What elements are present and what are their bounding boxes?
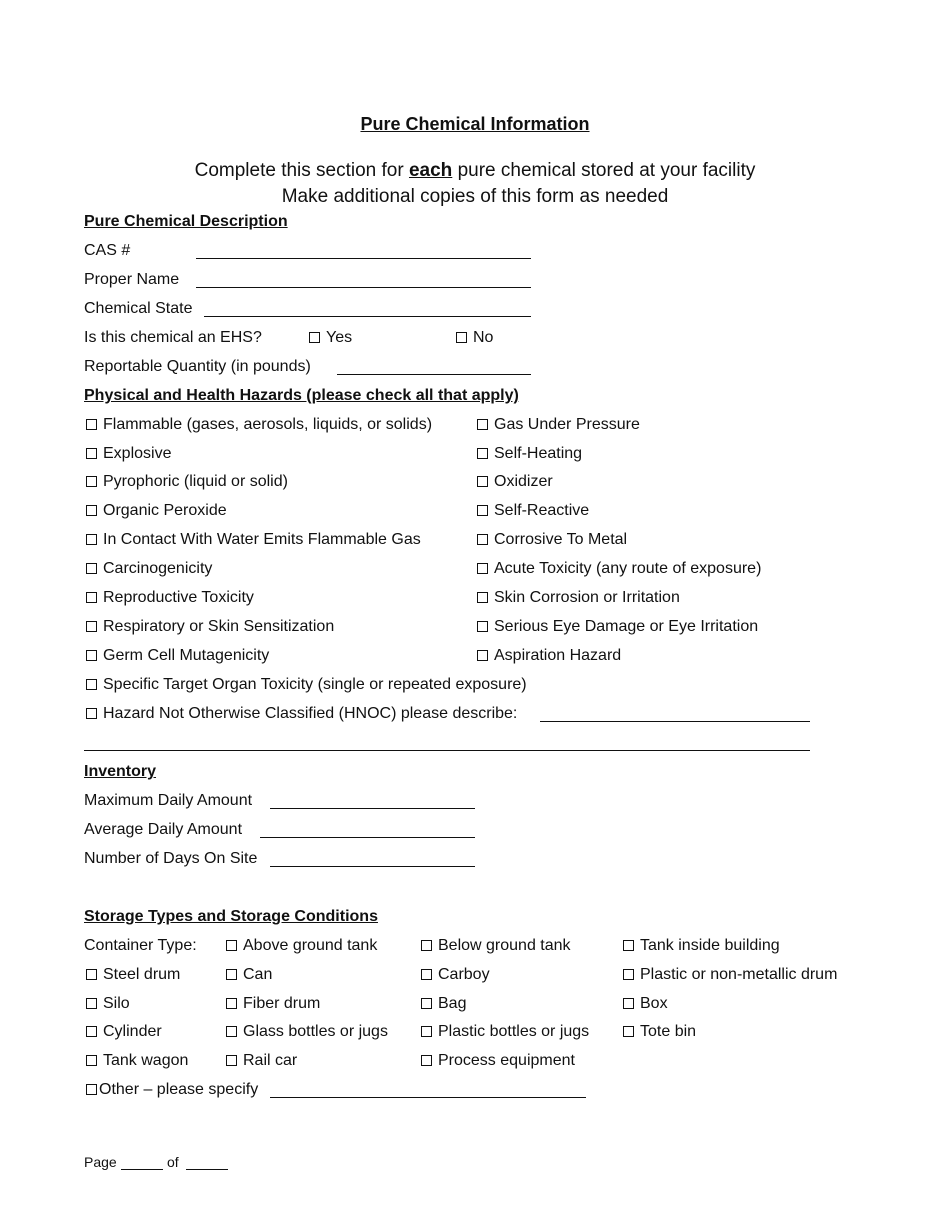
checkbox-box [86, 534, 97, 545]
hazard-checkbox[interactable] [477, 501, 589, 521]
hazard-label: In Contact With Water Emits Flammable Gas [103, 531, 421, 548]
checkbox-box [86, 419, 97, 430]
checkbox-box [477, 448, 488, 459]
chemical-state-label: Chemical State [84, 300, 193, 317]
container-checkbox[interactable] [86, 965, 180, 985]
proper-name-field[interactable] [196, 287, 531, 288]
container-label: Tote bin [640, 1023, 697, 1040]
days-on-site-field[interactable] [270, 866, 475, 867]
checkbox-box [623, 1026, 634, 1037]
container-label: Above ground tank [243, 937, 378, 954]
other-specify-field[interactable] [270, 1097, 586, 1098]
container-checkbox[interactable] [86, 994, 130, 1014]
storage-heading: Storage Types and Storage Conditions [84, 908, 378, 925]
ehs-yes-checkbox[interactable] [309, 328, 352, 348]
hnoc-describe-field[interactable] [540, 721, 810, 722]
container-checkbox[interactable] [421, 965, 490, 985]
hazard-checkbox[interactable] [477, 617, 758, 637]
hazard-label: Reproductive Toxicity [103, 589, 254, 606]
avg-daily-field[interactable] [260, 837, 475, 838]
chemical-state-field[interactable] [204, 316, 531, 317]
checkbox-box [86, 448, 97, 459]
container-type-label: Container Type: [84, 937, 197, 954]
checkbox-box [421, 969, 432, 980]
container-label: Plastic bottles or jugs [438, 1023, 590, 1040]
checkbox-box [226, 969, 237, 980]
checkbox-box [86, 1026, 97, 1037]
container-label: Box [640, 995, 668, 1012]
container-checkbox[interactable] [623, 965, 837, 985]
container-checkbox[interactable] [226, 1051, 297, 1071]
hazard-checkbox[interactable] [86, 559, 212, 579]
container-label: Other – please specify [99, 1081, 259, 1098]
container-label: Steel drum [103, 966, 181, 983]
checkbox-box [421, 1055, 432, 1066]
page-title: Pure Chemical Information [360, 114, 590, 134]
inventory-heading: Inventory [84, 763, 157, 780]
checkbox-box [421, 998, 432, 1009]
container-label: Below ground tank [438, 937, 571, 954]
hazard-label: Corrosive To Metal [494, 531, 628, 548]
rq-label: Reportable Quantity (in pounds) [84, 358, 311, 375]
checkbox-box [477, 419, 488, 430]
checkbox-box [86, 708, 97, 719]
checkbox-box [86, 650, 97, 661]
container-checkbox[interactable] [86, 1051, 188, 1071]
checkbox-box [86, 592, 97, 603]
ehs-yes-label: Yes [326, 329, 353, 346]
hazard-label: Hazard Not Otherwise Classified (HNOC) please describe: [103, 705, 518, 722]
container-checkbox[interactable] [421, 1051, 575, 1071]
container-label: Tank inside building [640, 937, 780, 954]
hazard-label: Serious Eye Damage or Eye Irritation [494, 618, 759, 635]
checkbox-box [226, 1055, 237, 1066]
hazard-checkbox[interactable] [477, 646, 621, 666]
checkbox-box [86, 476, 97, 487]
container-label: Glass bottles or jugs [243, 1023, 388, 1040]
cas-field[interactable] [196, 258, 531, 259]
cas-label: CAS # [84, 242, 131, 259]
hazard-checkbox-hnoc[interactable] [86, 704, 517, 724]
checkbox-box [477, 505, 488, 516]
container-checkbox[interactable] [623, 1022, 696, 1042]
hazard-label: Respiratory or Skin Sensitization [103, 618, 335, 635]
container-label: Silo [103, 995, 130, 1012]
max-daily-label: Maximum Daily Amount [84, 792, 253, 809]
max-daily-field[interactable] [270, 808, 475, 809]
hazard-label: Aspiration Hazard [494, 647, 622, 664]
checkbox-box [477, 534, 488, 545]
hazard-label: Self-Reactive [494, 502, 590, 519]
hazard-checkbox[interactable] [86, 646, 269, 666]
container-label: Rail car [243, 1052, 298, 1069]
checkbox-box [623, 969, 634, 980]
checkbox-box [421, 1026, 432, 1037]
checkbox-box [477, 476, 488, 487]
of-label: of [167, 1154, 179, 1170]
ehs-question: Is this chemical an EHS? [84, 329, 262, 346]
container-checkbox[interactable] [226, 936, 377, 956]
container-checkbox[interactable] [421, 1022, 589, 1042]
page-label: Page [84, 1154, 117, 1170]
container-checkbox[interactable] [421, 994, 466, 1014]
ehs-no-checkbox[interactable] [456, 328, 493, 348]
checkbox-box [226, 940, 237, 951]
hazard-label: Pyrophoric (liquid or solid) [103, 473, 288, 490]
hazard-label: Flammable (gases, aerosols, liquids, or solids) [103, 416, 433, 433]
hazard-label: Specific Target Organ Toxicity (single or repeated exposure) [103, 676, 527, 693]
container-other-checkbox[interactable] [86, 1080, 258, 1100]
container-checkbox[interactable] [421, 936, 571, 956]
avg-daily-label: Average Daily Amount [84, 821, 243, 838]
container-checkbox[interactable] [86, 1022, 162, 1042]
hazard-label: Germ Cell Mutagenicity [103, 647, 270, 664]
hazards-heading: Physical and Health Hazards (please check all that apply) [84, 387, 519, 404]
hazard-checkbox[interactable] [86, 530, 421, 550]
checkbox-box [477, 592, 488, 603]
checkbox-box [309, 332, 320, 343]
container-checkbox[interactable] [226, 965, 272, 985]
checkbox-box [623, 998, 634, 1009]
ehs-no-label: No [473, 329, 494, 346]
checkbox-box [421, 940, 432, 951]
checkbox-box [86, 969, 97, 980]
checkbox-box [456, 332, 467, 343]
hazard-checkbox[interactable] [477, 559, 761, 579]
checkbox-box [86, 621, 97, 632]
instruction-line-2: Make additional copies of this form as needed [281, 186, 669, 207]
proper-name-label: Proper Name [84, 271, 180, 288]
rq-field[interactable] [337, 374, 531, 375]
hazard-label: Skin Corrosion or Irritation [494, 589, 680, 606]
hazard-label: Oxidizer [494, 473, 553, 490]
hazard-checkbox[interactable] [86, 588, 254, 608]
hazard-checkbox[interactable] [477, 588, 680, 608]
checkbox-box [86, 1084, 97, 1095]
container-label: Carboy [438, 966, 490, 983]
hnoc-describe-field-line-2[interactable] [84, 750, 810, 751]
container-label: Cylinder [103, 1023, 162, 1040]
days-on-site-label: Number of Days On Site [84, 850, 258, 867]
checkbox-box [477, 563, 488, 574]
container-label: Fiber drum [243, 995, 321, 1012]
container-label: Bag [438, 995, 467, 1012]
checkbox-box [86, 563, 97, 574]
checkbox-box [226, 1026, 237, 1037]
container-label: Plastic or non-metallic drum [640, 966, 838, 983]
hazard-label: Gas Under Pressure [494, 416, 640, 433]
hazard-checkbox-stot[interactable] [86, 675, 527, 695]
container-checkbox[interactable] [226, 994, 320, 1014]
page-number-field[interactable] [121, 1169, 163, 1170]
checkbox-box [86, 998, 97, 1009]
description-heading: Pure Chemical Description [84, 213, 288, 230]
checkbox-box [477, 621, 488, 632]
instruction-line-1: Complete this section for each pure chemical stored at your facility [194, 160, 756, 181]
hazard-checkbox[interactable] [477, 444, 582, 464]
page-total-field[interactable] [186, 1169, 228, 1170]
hazard-checkbox[interactable] [477, 472, 553, 492]
checkbox-box [623, 940, 634, 951]
hazard-label: Organic Peroxide [103, 502, 227, 519]
container-checkbox[interactable] [623, 994, 668, 1014]
hazard-checkbox[interactable] [477, 415, 640, 435]
hazard-checkbox[interactable] [86, 444, 171, 464]
hazard-label: Explosive [103, 445, 172, 462]
checkbox-box [86, 679, 97, 690]
container-checkbox[interactable] [623, 936, 780, 956]
hazard-checkbox[interactable] [86, 501, 227, 521]
container-label: Tank wagon [103, 1052, 189, 1069]
checkbox-box [226, 998, 237, 1009]
container-label: Can [243, 966, 273, 983]
hazard-label: Self-Heating [494, 445, 583, 462]
hazard-checkbox[interactable] [86, 617, 334, 637]
container-checkbox[interactable] [226, 1022, 388, 1042]
checkbox-box [477, 650, 488, 661]
checkbox-box [86, 1055, 97, 1066]
hazard-label: Carcinogenicity [103, 560, 213, 577]
hazard-checkbox[interactable] [86, 472, 288, 492]
hazard-label: Acute Toxicity (any route of exposure) [494, 560, 762, 577]
checkbox-box [86, 505, 97, 516]
hazard-checkbox[interactable] [477, 530, 627, 550]
container-label: Process equipment [438, 1052, 575, 1069]
hazard-checkbox[interactable] [86, 415, 432, 435]
